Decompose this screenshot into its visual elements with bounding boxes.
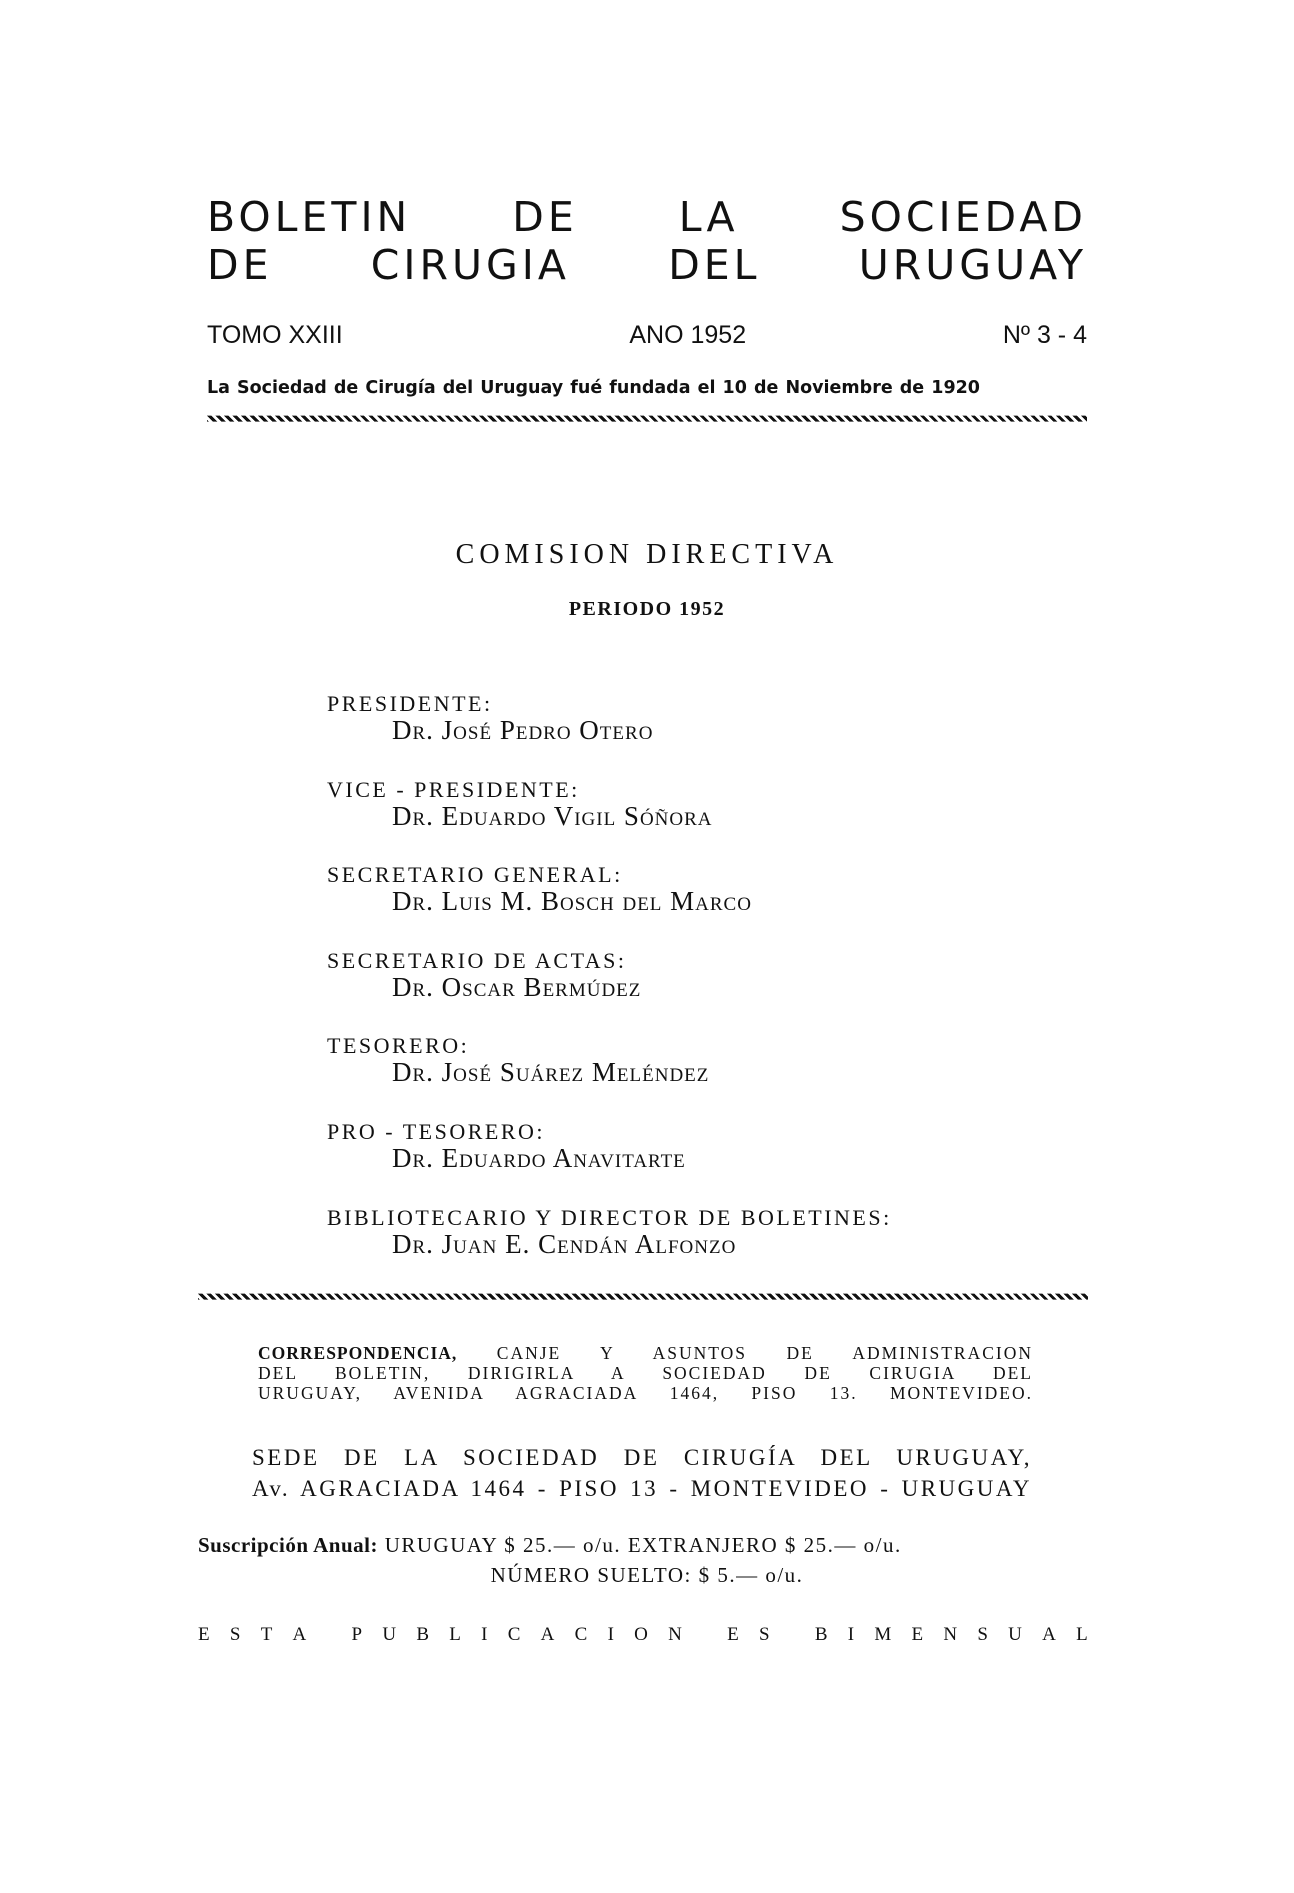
- frequency-letter: L: [1076, 1624, 1088, 1645]
- frequency-letter: P: [351, 1624, 363, 1645]
- frequency-letter: B: [814, 1624, 828, 1645]
- frequency-letter: E: [198, 1624, 210, 1645]
- member-name: Dr. Eduardo Vigil Sóñora: [392, 801, 713, 831]
- frequency-letter: S: [977, 1624, 988, 1645]
- member-role: SECRETARIO DE ACTAS:: [327, 948, 627, 973]
- subscription-label: Suscripción Anual:: [198, 1533, 378, 1557]
- frequency-letter: B: [416, 1624, 430, 1645]
- issue-meta: [207, 320, 1087, 350]
- frequency-letter: N: [943, 1624, 958, 1645]
- single-issue-price: NÚMERO SUELTO: $ 5.— o/u.: [490, 1563, 804, 1587]
- title-word: SOCIEDAD: [839, 193, 1087, 241]
- seat-address-line-1: SEDE DE LA SOCIEDAD DE CIRUGÍA DEL URUGUAY,: [252, 1445, 1032, 1470]
- frequency-letter: C: [507, 1624, 521, 1645]
- member-role: PRO - TESORERO:: [327, 1119, 546, 1144]
- frequency-letter: A: [1042, 1624, 1056, 1645]
- correspondence-label: CORRESPONDENCIA,: [258, 1343, 458, 1363]
- period-label: PERIODO 1952: [568, 598, 726, 620]
- frequency-letter: I: [607, 1624, 614, 1645]
- journal-title-line-1: [207, 193, 1087, 241]
- title-word: DE: [207, 241, 273, 289]
- frequency-letter: E: [727, 1624, 739, 1645]
- title-word: CIRUGIA: [370, 241, 570, 289]
- subscription-line: [198, 1532, 1088, 1558]
- frequency-letter: [702, 1623, 707, 1647]
- title-word: DE: [512, 193, 578, 241]
- member-name: Dr. Eduardo Anavitarte: [392, 1143, 686, 1173]
- frequency-letter: S: [758, 1624, 770, 1645]
- frequency-letter: C: [574, 1624, 588, 1645]
- frequency-letter: T: [260, 1624, 273, 1645]
- frequency-letter: O: [634, 1624, 648, 1645]
- frequency-letter: N: [668, 1624, 682, 1645]
- frequency-letter: U: [382, 1624, 397, 1645]
- ornamental-rule-top: [207, 412, 1087, 424]
- frequency-letter: I: [481, 1624, 488, 1645]
- frequency-letter: L: [449, 1624, 461, 1645]
- subscription-prices: URUGUAY $ 25.— o/u. EXTRANJERO $ 25.— o/u.: [384, 1533, 902, 1557]
- frequency-letter: [327, 1623, 332, 1647]
- seat-address-line-2: Av. AGRACIADA 1464 - PISO 13 - MONTEVIDEO - URUGUAY: [252, 1476, 1032, 1501]
- frequency-letter: U: [1008, 1624, 1022, 1645]
- frequency-letter: [790, 1623, 795, 1647]
- frequency-letter: I: [847, 1624, 855, 1645]
- founded-note: La Sociedad de Cirugía del Uruguay fué fundada el 10 de Noviembre de 1920: [207, 378, 980, 398]
- title-word: URUGUAY: [858, 241, 1087, 289]
- correspondence-line-1: [258, 1343, 1033, 1363]
- tomo-label: TOMO XXIII: [207, 321, 343, 349]
- member-role: VICE - PRESIDENTE:: [327, 777, 580, 802]
- frequency-letter: A: [292, 1624, 307, 1645]
- frequency-letter: E: [911, 1624, 924, 1645]
- title-word: LA: [678, 193, 739, 241]
- ornamental-rule-bottom: [198, 1290, 1088, 1302]
- correspondence-text: CANJE Y ASUNTOS DE ADMINISTRACION: [496, 1343, 1033, 1363]
- title-word: BOLETIN: [207, 193, 412, 241]
- publication-frequency-note: [198, 1623, 1088, 1647]
- frequency-letter: M: [874, 1624, 892, 1645]
- section-heading: COMISION DIRECTIVA: [455, 539, 839, 570]
- member-role: BIBLIOTECARIO Y DIRECTOR DE BOLETINES:: [327, 1205, 892, 1230]
- frequency-letter: A: [540, 1624, 555, 1645]
- member-name: Dr. Oscar Bermúdez: [392, 972, 642, 1002]
- frequency-letter: S: [229, 1624, 241, 1645]
- member-role: TESORERO:: [327, 1033, 470, 1058]
- year-label: ANO 1952: [629, 321, 747, 349]
- journal-title-line-2: [207, 241, 1087, 289]
- member-name: Dr. José Pedro Otero: [392, 715, 654, 745]
- title-word: DEL: [668, 241, 761, 289]
- issue-number: Nº 3 - 4: [1002, 321, 1087, 349]
- member-name: Dr. Juan E. Cendán Alfonzo: [392, 1229, 737, 1259]
- correspondence-line-2: DEL BOLETIN, DIRIGIRLA A SOCIEDAD DE CIRUGIA DEL: [258, 1363, 1033, 1383]
- member-role: SECRETARIO GENERAL:: [327, 862, 623, 887]
- correspondence-line-3: URUGUAY, AVENIDA AGRACIADA 1464, PISO 13. MONTEVIDEO.: [258, 1383, 1033, 1403]
- member-name: Dr. Luis M. Bosch del Marco: [392, 886, 752, 916]
- member-role: PRESIDENTE:: [327, 691, 493, 716]
- member-name: Dr. José Suárez Meléndez: [392, 1057, 710, 1087]
